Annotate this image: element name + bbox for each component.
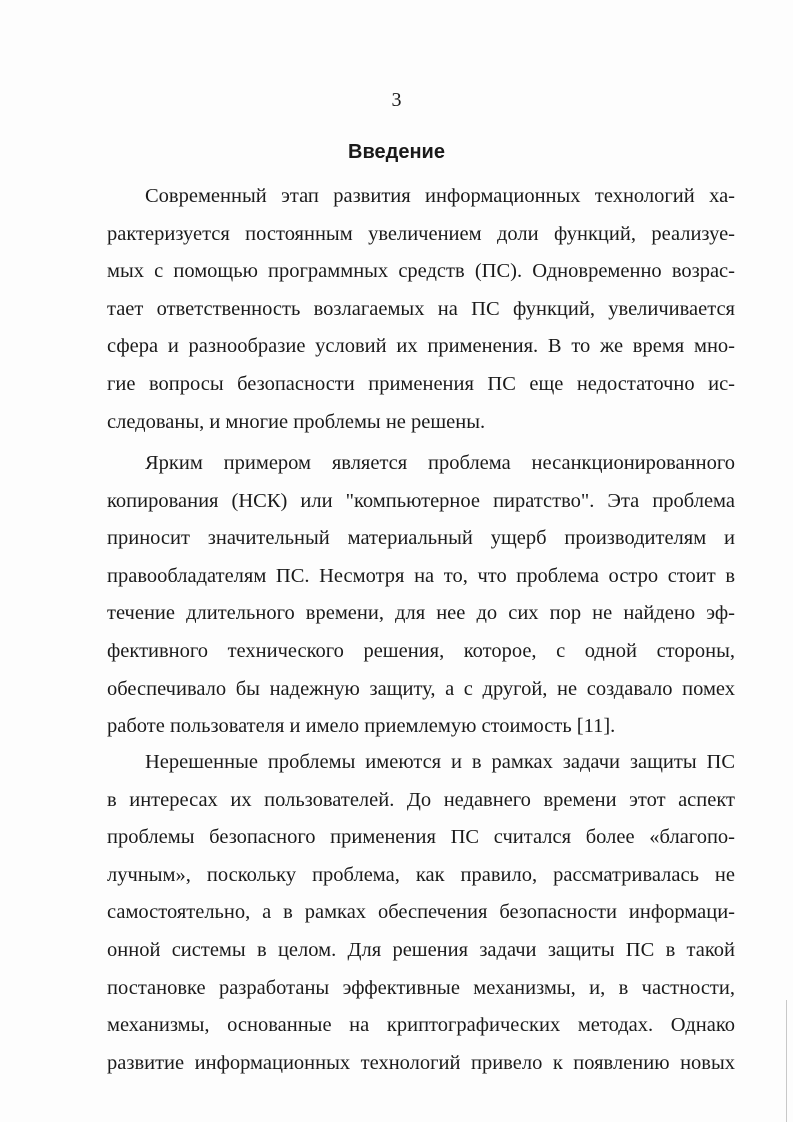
text-line: следованы, и многие проблемы не решены.	[107, 410, 486, 433]
text-line: копирования (НСК) или "компьютерное пиратство". Эта проблема	[107, 489, 735, 512]
text-line: в интересах их пользователей. До недавнего времени этот аспект	[107, 788, 735, 811]
text-line: гие вопросы безопасности применения ПС еще недостаточно ис-	[107, 372, 735, 395]
text-line: обеспечивало бы надежную защиту, а с другой, не создавало помех	[107, 677, 735, 700]
text-line: Современный этап развития информационных технологий ха-	[145, 185, 735, 207]
text-line: сфера и разнообразие условий их применения. В то же время мно-	[107, 335, 735, 358]
text-line: Ярким примером является проблема несанкционированного	[145, 452, 735, 474]
text-line: мых с помощью программных средств (ПС). Одновременно возрас-	[107, 260, 735, 283]
section-heading: Введение	[348, 141, 445, 163]
text-line: правообладателям ПС. Несмотря на то, что проблема остро стоит в	[107, 564, 735, 587]
page-number: 3	[391, 89, 402, 111]
text-line: онной системы в целом. Для решения задачи защиты ПС в такой	[107, 938, 735, 961]
text-line: работе пользователя и имело приемлемую стоимость [11].	[107, 715, 616, 738]
text-line: фективного технического решения, которое, с одной стороны,	[107, 639, 735, 662]
text-line: самостоятельно, а в рамках обеспечения безопасности информаци-	[107, 901, 735, 924]
text-line: лучным», поскольку проблема, как правило, рассматривалась не	[107, 863, 735, 886]
text-line: развитие информационных технологий привело к появлению новых	[107, 1051, 735, 1074]
text-line: механизмы, основанные на криптографических методах. Однако	[107, 1014, 735, 1037]
text-line: течение длительного времени, для нее до сих пор не найдено эф-	[107, 602, 735, 625]
paragraph-2	[107, 445, 735, 746]
text-line: рактеризуется постоянным увеличением доли функций, реализуе-	[107, 222, 735, 245]
text-line: постановке разработаны эффективные механизмы, и, в частности,	[107, 976, 735, 999]
text-line: тает ответственность возлагаемых на ПС функций, увеличивается	[107, 297, 735, 320]
text-line: приносит значительный материальный ущерб производителям и	[107, 527, 735, 550]
paragraph-3	[107, 744, 735, 1082]
scan-edge-line	[786, 1000, 787, 1122]
text-line: Нерешенные проблемы имеются и в рамках задачи защиты ПС	[145, 751, 735, 773]
paragraph-1	[107, 178, 735, 441]
text-line: проблемы безопасного применения ПС считался более «благопо-	[107, 826, 735, 849]
